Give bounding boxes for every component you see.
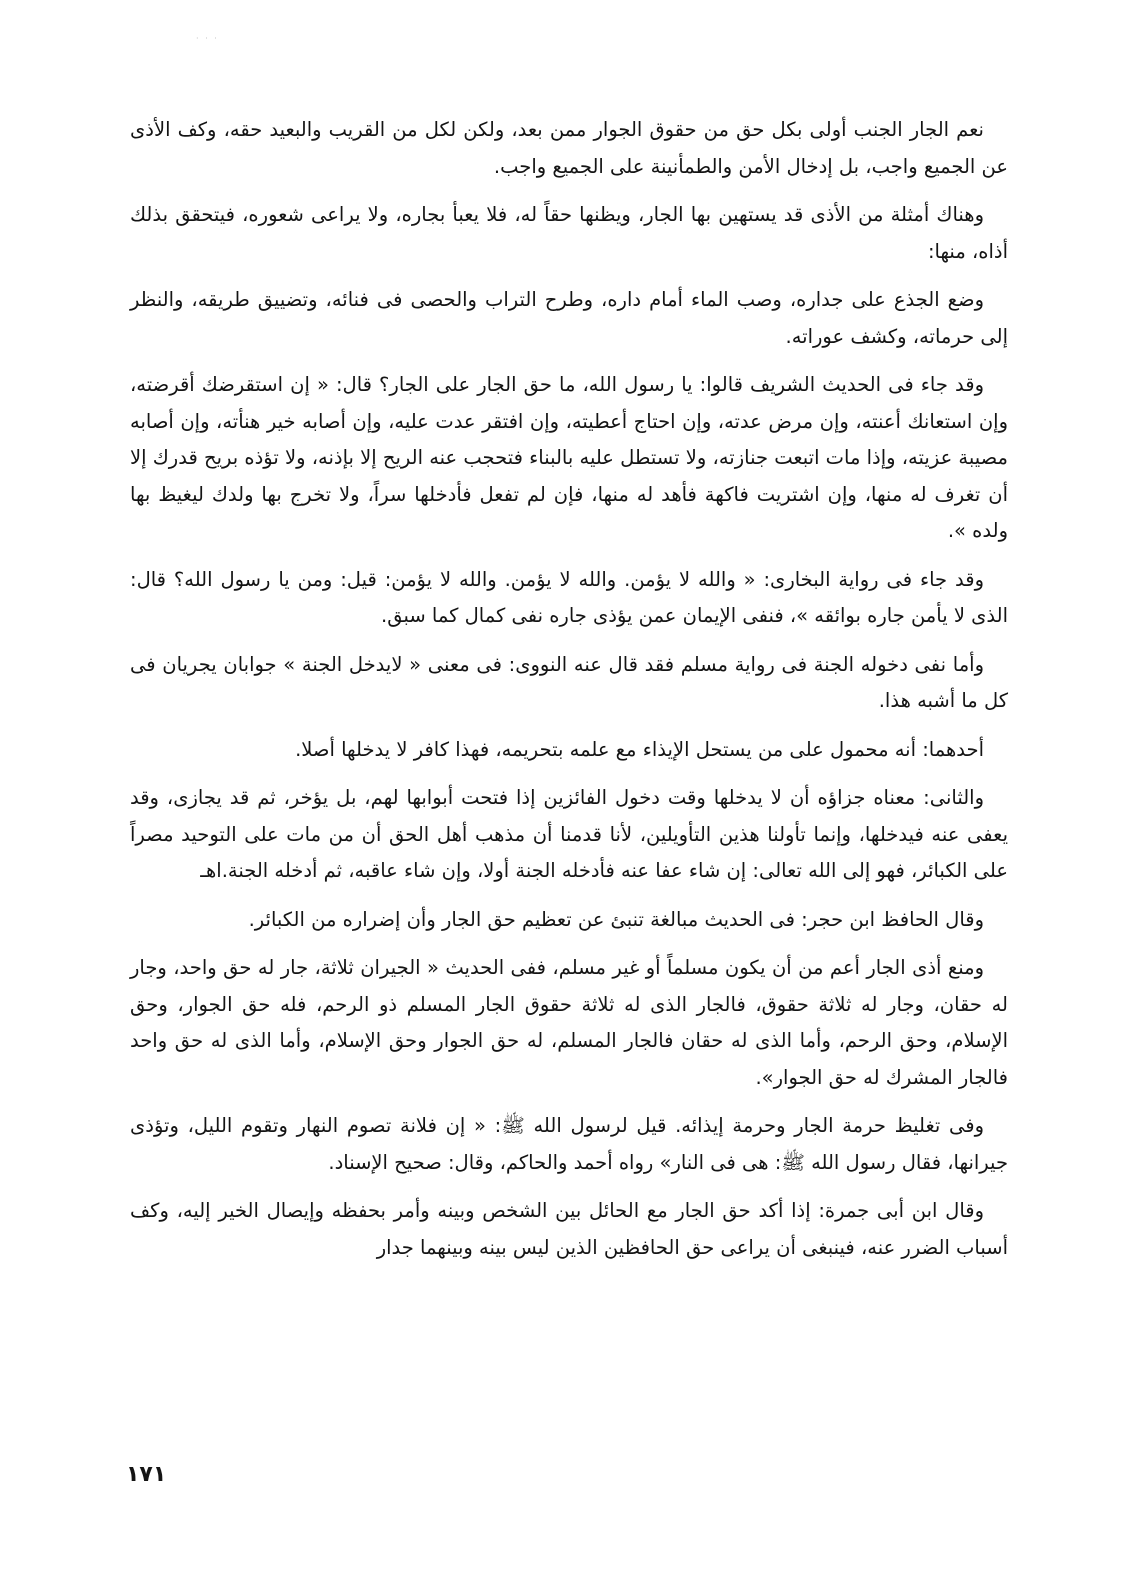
paragraph-6: وأما نفى دخوله الجنة فى رواية مسلم فقد قال عنه النووى: فى معنى « لايدخل الجنة » جوابان يجريان فى كل ما أشبه هذا.	[130, 652, 1008, 712]
paragraph-5: وقد جاء فى رواية البخارى: « والله لا يؤمن. والله لا يؤمن. والله لا يؤمن: قيل: ومن يا رسول الله؟ قال: الذى لا يأمن جاره بوائقه »، فنفى الإيمان عمن يؤذى جاره نفى كمال كما سبق.	[130, 567, 1008, 627]
paragraph-3: وضع الجذع على جداره، وصب الماء أمام داره، وطرح التراب والحصى فى فنائه، وتضييق طريقه، والنظر إلى حرماته، وكشف عوراته.	[130, 288, 1008, 348]
paragraph-12: وقال ابن أبى جمرة: إذا أكد حق الجار مع الحائل بين الشخص وبينه وأمر بحفظه وإيصال الخير إليه، وكف أسباب الضرر عنه، فينبغى أن يراعى حق الحافظين الذين ليس بينه وبينهما جدار	[130, 1199, 1008, 1259]
paragraph-8: والثانى: معناه جزاؤه أن لا يدخلها وقت دخول الفائزين إذا فتحت أبوابها لهم، بل يؤخر، ثم قد يجازى، وقد يعفى عنه فيدخلها، وإنما تأولنا هذين التأويلين، لأنا قدمنا أن مذهب أهل الحق أن من مات على التوحيد مصراً على الكبائر، فهو إلى الله تعالى: إن شاء عفا عنه فأدخله الجنة أولا، وإن شاء عاقبه، ثم أدخله الجنة.اهـ	[130, 786, 1008, 882]
body-text	[130, 112, 1008, 1278]
paragraph-9: وقال الحافظ ابن حجر: فى الحديث مبالغة تنبئ عن تعظيم حق الجار وأن إضراره من الكبائر.	[248, 907, 984, 931]
page-number: ١٧١	[126, 1462, 167, 1487]
paragraph-7: أحدهما: أنه محمول على من يستحل الإيذاء مع علمه بتحريمه، فهذا كافر لا يدخلها أصلا.	[295, 737, 984, 761]
scan-artifact: · · ·	[196, 34, 219, 43]
paragraph-11: وفى تغليظ حرمة الجار وحرمة إيذائه. قيل لرسول الله ﷺ: « إن فلانة تصوم النهار وتقوم الليل، وتؤذى جيرانها، فقال رسول الله ﷺ: هى فى النار» رواه أحمد والحاكم، وقال: صحيح الإسناد.	[130, 1114, 1008, 1174]
paragraph-4: وقد جاء فى الحديث الشريف قالوا: يا رسول الله، ما حق الجار على الجار؟ قال: « إن استقرضك أقرضته، وإن استعانك أعنته، وإن مرض عدته، وإن احتاج أعطيته، وإن افتقر عدت عليه، وإن أصابه خير هنأته، وإن أصابه مصيبة عزيته، وإذا مات اتبعت جنازته، ولا تستطل عليه بالبناء فتحجب عنه الريح إلا بإذنه، ولا تؤذه بريح قدرك إلا أن تغرف له منها، وإن اشتريت فاكهة فأهد له منها، فإن لم تفعل فأدخلها سراً، ولا تخرج بها ولدك ليغيظ بها ولده ».	[130, 373, 1008, 542]
paragraph-10: ومنع أذى الجار أعم من أن يكون مسلماً أو غير مسلم، ففى الحديث « الجيران ثلاثة، جار له حق واحد، وجار له حقان، وجار له ثلاثة حقوق، فالجار الذى له ثلاثة حقوق الجار المسلم ذو الرحم، فله حق الجوار، وحق الإسلام، وحق الرحم، وأما الذى له حقان فالجار المسلم، له حق الجوار وحق الإسلام، وأما الذى له حق واحد فالجار المشرك له حق الجوار».	[130, 956, 1008, 1089]
paragraph-1: نعم الجار الجنب أولى بكل حق من حقوق الجوار ممن بعد، ولكن لكل من القريب والبعيد حقه، وكف الأذى عن الجميع واجب، بل إدخال الأمن والطمأنينة على الجميع واجب.	[130, 118, 1008, 178]
paragraph-2: وهناك أمثلة من الأذى قد يستهين بها الجار، ويظنها حقاً له، فلا يعبأ بجاره، ولا يراعى شعوره، فيتحقق بذلك أذاه، منها:	[130, 203, 1008, 263]
